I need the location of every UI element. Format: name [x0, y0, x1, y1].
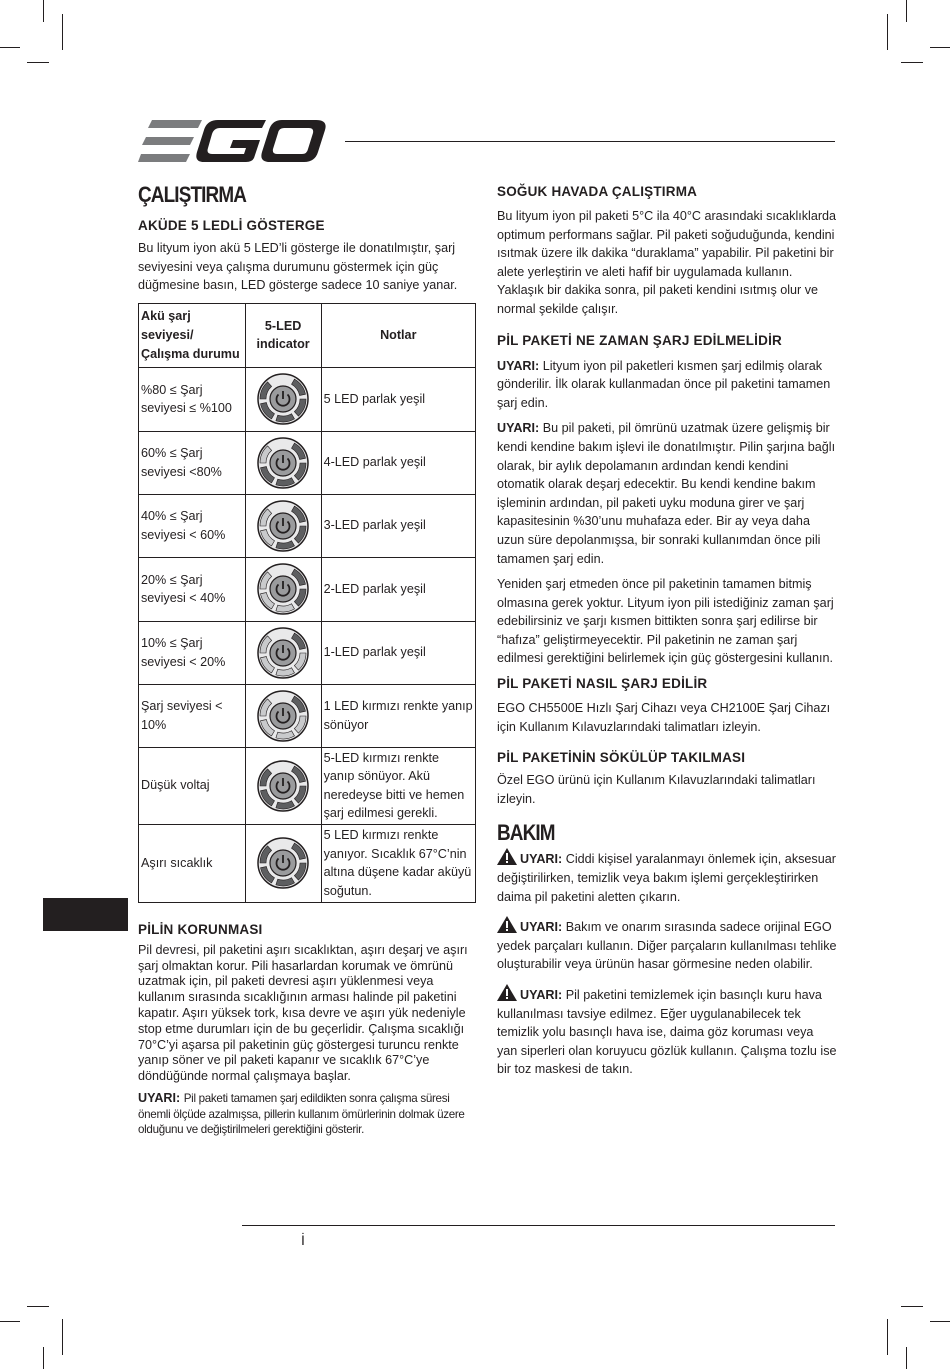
warning-label: UYARI:	[497, 421, 540, 436]
table-header-notes: Notlar	[321, 303, 475, 367]
indicator-cell	[245, 557, 321, 621]
warning-label: UYARI:	[497, 358, 540, 373]
warning-triangle-icon	[497, 984, 517, 1001]
led-status-table	[138, 303, 476, 903]
crop-mark	[62, 14, 63, 50]
warning-maintenance-1	[497, 848, 837, 906]
note-cell: 5-LED kırmızı renkte yanıp sönüyor. Akü neredeyse bitti ve hemen şarj edilmesi gerekli.	[321, 747, 475, 824]
crop-mark	[887, 14, 888, 50]
warning-triangle-icon	[497, 916, 517, 933]
warning-text: Lityum iyon pil paketleri kısmen şarj edilmiş olarak gönderilir. İlk olarak kullanmadan önce pil paketini tamamen şarj edin.	[497, 358, 831, 410]
crop-mark	[0, 1321, 20, 1322]
header-rule	[345, 141, 835, 142]
warning-text: Ciddi kişisel yaralanmayı önlemek için, aksesuar değiştirilirken, temizlik veya bakım işlemi gerçekleştirirken daima pil paketini aletten çıkarın.	[497, 852, 836, 904]
table-header-indicator: 5-LED indicator	[245, 303, 321, 367]
heading-how-to-charge: PİL PAKETİ NASIL ŞARJ EDİLİR	[497, 676, 708, 692]
warning-label: UYARI:	[138, 1090, 181, 1105]
crop-mark	[27, 1306, 49, 1307]
warning-triangle-icon	[497, 848, 517, 865]
heading-remove-install: PİL PAKETİNİN SÖKÜLÜP TAKILMASI	[497, 750, 746, 766]
indicator-cell	[245, 747, 321, 824]
warning-text: Pil paketi tamamen şarj edildikten sonra çalışma süresi önemli ölçüde azalmışsa, pillerin kullanım ömürlerinin dolmak üzere olduğunu ve değiştirilmeleri gerektiğini gösterir.	[138, 1091, 465, 1137]
level-cell: Aşırı sıcaklık	[139, 824, 246, 902]
table-header-level: Akü şarj seviyesi/ Çalışma durumu	[139, 303, 246, 367]
section-title-operation: ÇALIŞTIRMA	[138, 182, 247, 207]
language-side-tab	[43, 898, 128, 931]
level-cell: 10% ≤ Şarj seviyesi < 20%	[139, 621, 246, 684]
note-cell: 5 LED parlak yeşil	[321, 367, 475, 431]
led-indicator-icon	[256, 626, 310, 680]
paragraph-how-to-charge: EGO CH5500E Hızlı Şarj Cihazı veya CH2100E Şarj Cihazı için Kullanım Kılavuzlarındaki talimatları izleyin.	[497, 701, 831, 734]
warning-protection	[138, 1091, 476, 1138]
note-cell: 2-LED parlak yeşil	[321, 557, 475, 621]
paragraph-cold-weather: Bu lityum iyon pil paketi 5°C ila 40°C arasındaki sıcaklıklarda optimum performans sağlar. Pil paketi soğuduğunda, kendini ısıtmak üzere ilk dakika “duraklama” yapabilir. Pil paketini bir alete yerleştirin ve aleti hafif bir uygulamada kullanın. Yaklaşık bir dakika sonra, pil paketi kendini ısıtmış olur ve normal şekilde çalışır.	[497, 209, 837, 316]
protection-body: Pil devresi, pil paketini aşırı sıcaklıktan, aşırı deşarj ve aşırı şarj olmaktan korur. Pili hasarlardan korumak ve ömrünü uzatmak için, pil paketi devresi aşırı yüklenmesi veya kullanım sırasında sıcaklığının arması halinde pil paketini kapatır. Aşırı yüksek tork, kısa devre ve aşırı yük nedeniyle stop etme durumları için de bu geçerlidir. Çalışma sıcaklığı 70°C’yi aşarsa pil paketinin güç göstergesi turuncu renkte yanıp söner ve pil paketi kapanır ve sıcaklık 67°C’ye döndüğünde normal çalışmaya başlar.	[138, 942, 468, 1084]
note-cell: 4-LED parlak yeşil	[321, 431, 475, 494]
led-indicator-icon	[256, 372, 310, 426]
paragraph-battery-protection	[138, 943, 476, 1085]
indicator-cell	[245, 367, 321, 431]
warning-when-2	[497, 419, 837, 568]
indicator-cell	[245, 684, 321, 747]
ego-logo	[138, 118, 328, 164]
crop-mark	[43, 0, 44, 22]
crop-mark	[906, 0, 907, 22]
level-cell: Düşük voltaj	[139, 747, 246, 824]
crop-mark	[930, 1321, 950, 1322]
warning-when-1	[497, 357, 837, 413]
right-column	[497, 180, 837, 1079]
heading-cold-weather: SOĞUK HAVADA ÇALIŞTIRMA	[497, 184, 698, 199]
level-cell: %80 ≤ Şarj seviyesi ≤ %100	[139, 367, 246, 431]
led-indicator-icon	[256, 562, 310, 616]
heading-5led-indicator: AKÜDE 5 LEDLİ GÖSTERGE	[138, 218, 325, 233]
table-row	[139, 621, 476, 684]
crop-mark	[887, 1319, 888, 1355]
level-cell: 40% ≤ Şarj seviyesi < 60%	[139, 494, 246, 557]
section-title-maintenance: BAKIM	[497, 820, 555, 846]
paragraph-remove-install: Özel EGO ürünü için Kullanım Kılavuzlarındaki talimatları izleyin.	[497, 773, 816, 806]
table-row	[139, 747, 476, 824]
crop-mark	[0, 47, 20, 48]
indicator-cell	[245, 621, 321, 684]
crop-mark	[906, 1347, 907, 1369]
table-row	[139, 824, 476, 902]
table-row	[139, 367, 476, 431]
warning-maintenance-2	[497, 916, 837, 974]
indicator-cell	[245, 494, 321, 557]
left-column	[138, 180, 476, 1138]
indicator-cell	[245, 824, 321, 902]
led-indicator-icon	[256, 836, 310, 890]
note-cell: 1-LED parlak yeşil	[321, 621, 475, 684]
table-row	[139, 557, 476, 621]
crop-mark	[901, 62, 923, 63]
warning-text: Bu pil paketi, pil ömrünü uzatmak üzere gelişmiş bir kendi kendine bakım işlevi ile donatılmıştır. Pilin şarjına bağlı olarak, bir aylık depolamanın ardından kendi kendini otomatik olarak deşarj edecektir. Bu kendi kendine bakım işleminin ardından, pil paketi uyku moduna girer ve şarj kapasitesinin %30’unu muhafaza eder. Bir ay veya daha uzun süre depolanmışsa, bir sonraki kullanımdan önce pili tamamen şarj edin.	[497, 421, 836, 566]
page-number: İ	[301, 1232, 305, 1248]
paragraph-5led: Bu lityum iyon akü 5 LED’li gösterge ile donatılmıştır, şarj seviyesini veya çalışma durumunu göstermek için güç düğmesine basın, LED gösterge sadece 10 saniye yanar.	[138, 241, 458, 293]
note-cell: 1 LED kırmızı renkte yanıp sönüyor	[321, 684, 475, 747]
heading-when-to-charge: PİL PAKETİ NE ZAMAN ŞARJ EDİLMELİDİR	[497, 332, 782, 348]
led-indicator-icon	[256, 436, 310, 490]
crop-mark	[930, 47, 950, 48]
level-cell: 60% ≤ Şarj seviyesi <80%	[139, 431, 246, 494]
warning-text: Bakım ve onarım sırasında sadece orijinal EGO yedek parçaları kullanın. Diğer parçaların kullanılması tehlike oluşturabilir veya ürünün hasar görmesine neden olabilir.	[497, 920, 837, 972]
warning-label: UYARI:	[520, 920, 563, 935]
crop-mark	[62, 1319, 63, 1355]
paragraph-recharge: Yeniden şarj etmeden önce pil paketinin tamamen bitmiş olmasına gerek yoktur. Lityum iyon pili istediğiniz zaman şarj edebilirsiniz ve şarjı kısmen bittikten sonra şarj edilirse bir “hafıza” geliştirmeyecektir. Pil paketinin ne zaman şarj edilmesi gerektiğini belirlemek için güç göstergesini kullanın.	[497, 577, 834, 666]
indicator-cell	[245, 431, 321, 494]
heading-battery-protection: PİLİN KORUNMASI	[138, 921, 263, 937]
warning-label: UYARI:	[520, 988, 563, 1002]
table-row	[139, 494, 476, 557]
led-indicator-icon	[256, 759, 310, 813]
footer-rule	[242, 1225, 835, 1226]
warning-maintenance-3	[497, 984, 837, 1079]
crop-mark	[901, 1306, 923, 1307]
led-indicator-icon	[256, 689, 310, 743]
level-cell: Şarj seviyesi < 10%	[139, 684, 246, 747]
note-cell: 3-LED parlak yeşil	[321, 494, 475, 557]
table-row	[139, 684, 476, 747]
led-indicator-icon	[256, 499, 310, 553]
warning-text: Pil paketini temizlemek için basınçlı kuru hava kullanılması tavsiye edilmez. Eğer uygulanabilecek tek temizlik yolu basınçlı hava ise, daima göz koruması veya yan siperleri olan koruyucu gözlük kullanın. Çalışma tozlu ise bir toz maskesi de takın.	[497, 988, 837, 1077]
table-row	[139, 431, 476, 494]
warning-label: UYARI:	[520, 852, 563, 867]
note-cell: 5 LED kırmızı renkte yanıyor. Sıcaklık 67°C’nin altına düşene kadar aküyü soğutun.	[321, 824, 475, 902]
level-cell: 20% ≤ Şarj seviyesi < 40%	[139, 557, 246, 621]
crop-mark	[27, 62, 49, 63]
crop-mark	[43, 1347, 44, 1369]
